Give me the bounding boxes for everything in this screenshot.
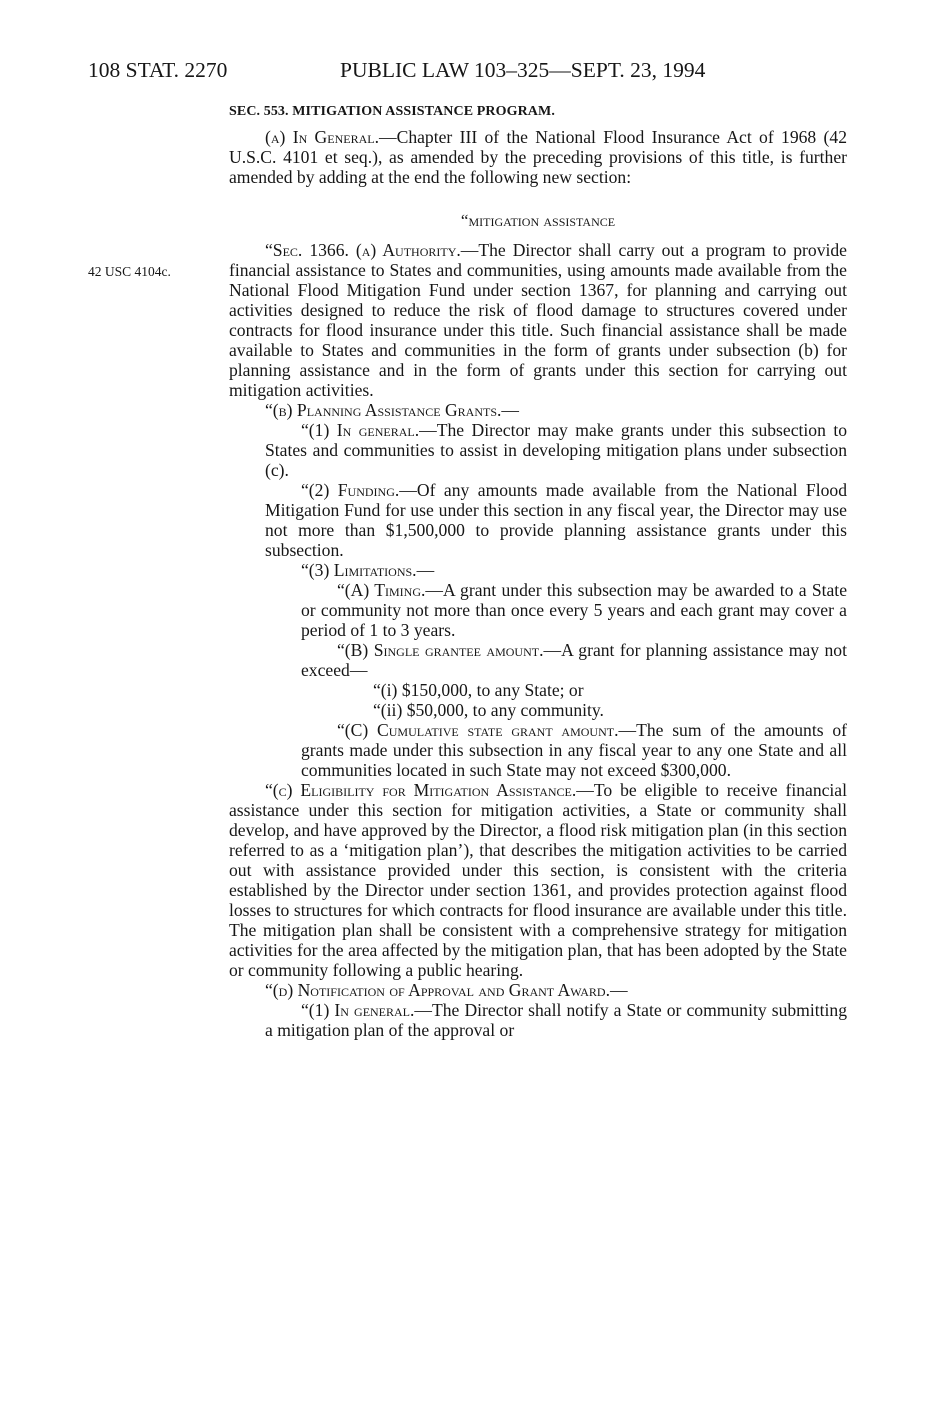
statute-citation: 108 STAT. 2270 <box>88 58 228 82</box>
section-title: SEC. 553. MITIGATION ASSISTANCE PROGRAM. <box>229 104 555 119</box>
paragraph-heading: “(d) Notification of Approval and Grant Award.— <box>265 980 628 1000</box>
paragraph-text: —Of any amounts made available from the National Flood Mitigation Fund for use under this section in any fiscal year, the Director may use not more than $1,500,000 to provide planning assistance grants under this subsection. <box>265 480 847 560</box>
paragraph-heading: “(c) Eligibility for Mitigation Assistance. <box>265 780 577 800</box>
paragraph-heading: “(1) In general. <box>301 420 420 440</box>
paragraph-a <box>229 127 847 187</box>
subsection-b3 <box>229 560 847 580</box>
paragraph-text: —Chapter III of the National Flood Insurance Act of 1968 (42 U.S.C. 4101 et seq.), as amended by the preceding provisions of this title, is further amended by adding at the end the following new section: <box>229 127 847 187</box>
paragraph-text: —A grant for planning assistance may not exceed— <box>301 640 847 680</box>
paragraph-heading: “(b) Planning Assistance Grants.— <box>265 400 519 420</box>
paragraph-heading: (a) In General. <box>265 127 379 147</box>
subsection-d1 <box>229 1000 847 1040</box>
paragraph-text: —A grant under this subsection may be awarded to a State or community not more than once every 5 years and each grant may cover a period of 1 to 3 years. <box>301 580 848 640</box>
section-lead: “Sec. 1366. (a) <box>265 240 383 260</box>
paragraph-heading: “(B) Single grantee amount. <box>337 640 544 660</box>
subsection-d <box>229 980 847 1000</box>
section-1366-a <box>229 240 847 400</box>
page-header <box>88 58 848 90</box>
paragraph-heading: “(A) Timing. <box>337 580 426 600</box>
subsection-b3C <box>229 720 847 780</box>
margin-note: 42 USC 4104c. <box>88 264 171 279</box>
clause-i: “(i) $150,000, to any State; or <box>373 680 584 700</box>
paragraph-heading: Authority. <box>382 240 461 260</box>
subsection-b3A <box>229 580 847 640</box>
subsection-b2 <box>229 480 847 560</box>
public-law-title: PUBLIC LAW 103–325—SEPT. 23, 1994 <box>340 58 706 82</box>
paragraph-heading: “(1) In general. <box>301 1000 415 1020</box>
paragraph-text: —To be eligible to receive financial assistance under this section for mitigation activities, a State or community shall develop, and have approved by the Director, a flood risk mitigation plan (in this section referred to as a ‘mitigation plan’), that describes the mitigation activities to be carried out with assistance provided under this section, is consistent with the criteria established by the Director under section 1361, and provides protection against flood losses to structures for which contracts for flood insurance are available under this title. The mitigation plan shall be consistent with a comprehensive strategy for mitigation activities for the area affected by the mitigation plan, that has been adopted by the State or community following a public hearing. <box>229 780 848 980</box>
paragraph-text: —The sum of the amounts of grants made under this subsection in any fiscal year to any one State and all communities located in such State may not exceed $300,000. <box>301 720 847 780</box>
paragraph-text: —The Director shall carry out a program to provide financial assistance to States and communities, using amounts made available from the National Flood Mitigation Fund under section 1367, for planning and carrying out activities designed to reduce the risk of flood damage to structures covered under contracts for flood insurance under this title. Such financial assistance shall be made available to States and communities in the form of grants under subsection (b) for planning assistance and in the form of grants under this section for carrying out mitigation activities. <box>229 240 847 400</box>
document-body <box>229 102 847 1040</box>
subsection-b1 <box>229 420 847 480</box>
paragraph-heading: “(C) Cumulative state grant amount. <box>337 720 619 740</box>
paragraph-text: —The Director shall notify a State or community submitting a mitigation plan of the approval or <box>265 1000 847 1040</box>
paragraph-text: —The Director may make grants under this subsection to States and communities to assist in developing mitigation plans under subsection (c). <box>265 420 847 480</box>
center-heading: “mitigation assistance <box>460 211 616 230</box>
clause-ii: “(ii) $50,000, to any community. <box>373 700 604 720</box>
subsection-b <box>229 400 847 420</box>
paragraph-heading: “(2) Funding. <box>301 480 400 500</box>
subsection-c <box>229 780 847 980</box>
paragraph-heading: “(3) Limitations.— <box>301 560 435 580</box>
subsection-b3B <box>229 640 847 680</box>
